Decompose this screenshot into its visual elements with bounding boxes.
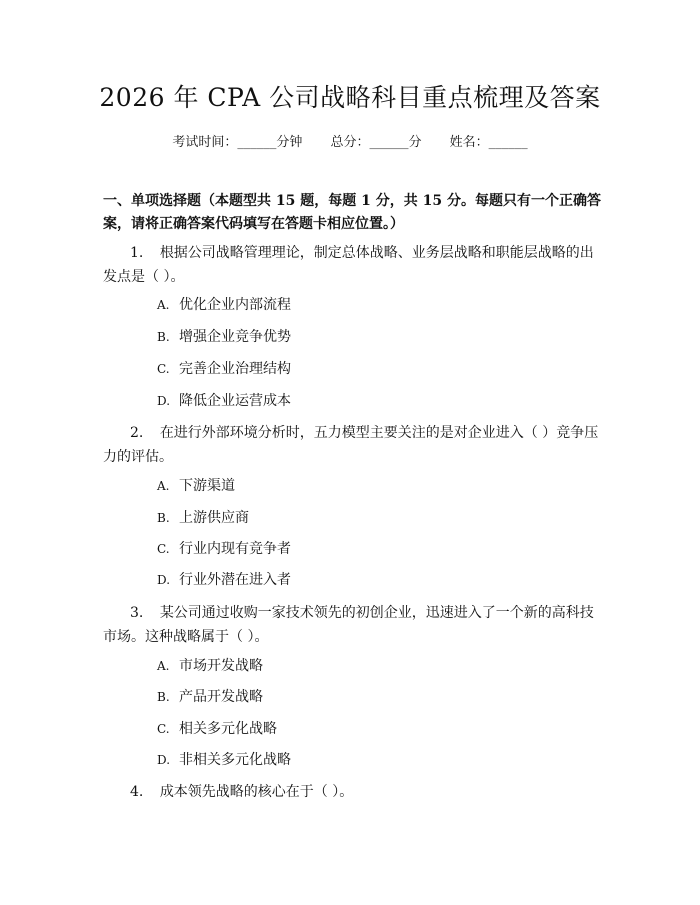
- question-number: 3.: [130, 605, 144, 621]
- option-letter: C.: [157, 362, 170, 376]
- option-text: 行业内现有竞争者: [179, 541, 291, 557]
- option-letter: A.: [157, 659, 170, 673]
- option-text: 完善企业治理结构: [179, 361, 291, 377]
- question-stem: 在进行外部环境分析时，五力模型主要关注的是对企业进入（ ）竞争压力的评估。: [103, 425, 599, 465]
- total-score-field: 总分：______分: [330, 135, 422, 150]
- option-2d: [157, 570, 291, 590]
- option-text: 降低企业运营成本: [179, 393, 291, 409]
- option-letter: C.: [157, 722, 170, 736]
- option-letter: C.: [157, 542, 170, 556]
- option-text: 优化企业内部流程: [179, 297, 291, 313]
- question-4: [103, 780, 603, 804]
- option-1a: [157, 295, 291, 315]
- exam-time-field: 考试时间：______分钟: [172, 135, 303, 150]
- question-1: [103, 241, 603, 289]
- option-text: 市场开发战略: [179, 658, 263, 674]
- option-text: 产品开发战略: [179, 689, 263, 705]
- option-letter: D.: [157, 753, 171, 767]
- option-text: 非相关多元化战略: [179, 752, 291, 768]
- option-letter: B.: [157, 511, 170, 525]
- option-text: 增强企业竞争优势: [179, 329, 291, 345]
- option-letter: B.: [157, 690, 170, 704]
- option-2c: [157, 539, 291, 559]
- option-letter: A.: [157, 479, 170, 493]
- question-number: 1.: [130, 245, 144, 261]
- question-3: [103, 601, 603, 649]
- option-3d: [157, 750, 291, 770]
- name-field: 姓名：______: [449, 135, 528, 150]
- section-heading: 一、单项选择题（本题型共 15 题，每题 1 分，共 15 分。每题只有一个正确答案，请将正确答案代码填写在答题卡相应位置。）: [103, 193, 601, 232]
- option-3c: [157, 719, 277, 739]
- option-3b: [157, 687, 263, 707]
- question-stem: 根据公司战略管理理论，制定总体战略、业务层战略和职能层战略的出发点是（ ）。: [103, 245, 594, 285]
- document-title: 2026 年 CPA 公司战略科目重点梳理及答案: [99, 83, 601, 112]
- option-letter: B.: [157, 330, 170, 344]
- question-2: [103, 421, 603, 469]
- option-text: 行业外潜在进入者: [179, 572, 291, 588]
- question-stem: 成本领先战略的核心在于（ ）。: [159, 784, 354, 800]
- option-letter: D.: [157, 573, 171, 587]
- option-1d: [157, 391, 291, 411]
- option-3a: [157, 656, 263, 676]
- exam-meta-line: [0, 131, 700, 150]
- option-2b: [157, 508, 249, 528]
- option-letter: A.: [157, 298, 170, 312]
- option-1b: [157, 327, 291, 347]
- question-number: 4.: [130, 784, 144, 800]
- option-2a: [157, 476, 235, 496]
- option-1c: [157, 359, 291, 379]
- option-text: 下游渠道: [179, 478, 235, 494]
- question-number: 2.: [130, 425, 144, 441]
- option-letter: D.: [157, 394, 171, 408]
- option-text: 上游供应商: [179, 510, 249, 526]
- option-text: 相关多元化战略: [179, 721, 277, 737]
- question-stem: 某公司通过收购一家技术领先的初创企业，迅速进入了一个新的高科技市场。这种战略属于（ ）。: [103, 605, 594, 645]
